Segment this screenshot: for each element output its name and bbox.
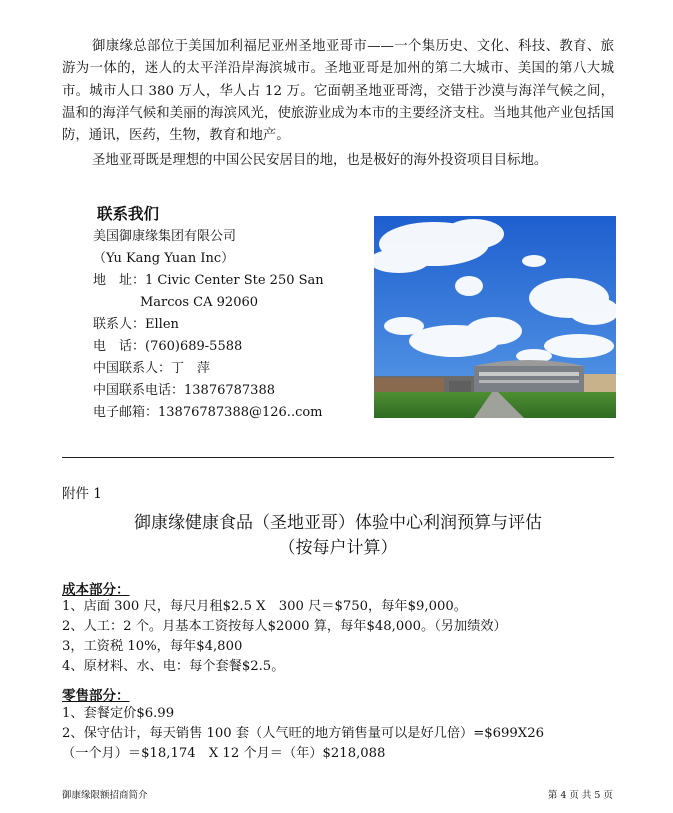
contact-phone [93,337,242,357]
footer-page-number: 第 4 页 共 5 页 [547,790,613,801]
contact-phone-label: 电 话： [93,339,146,354]
address-value-2: Marcos CA 92060 [140,295,259,310]
footer-doc-title: 御康缘限额招商简介 [62,790,148,801]
company-name-cn: 美国御康缘集团有限公司 [93,229,237,244]
address-value-1: 1 Civic Center Ste 250 San [145,273,324,288]
appendix-title: 御康缘健康食品（圣地亚哥）体验中心利润预算与评估 [134,513,542,533]
address-label: 地 址： [93,273,146,288]
cn-contact-person-value: 丁 萍 [171,361,211,376]
cn-contact-person-label: 中国联系人： [93,361,172,376]
company-name-en: （Yu Kang Yuan Inc） [93,251,235,266]
appendix-subtitle: （按每户计算） [278,538,398,558]
cost-item: 2、人工：2 个。月基本工资按每人$2000 算，每年$48,000。（另加绩效） [62,619,507,634]
cn-contact-phone-value: 13876787388 [184,383,275,398]
campus-photo [374,216,616,418]
cost-item: 4、原材料、水、电：每个套餐$2.5。 [62,659,285,674]
contact-phone-value: (760)689-5588 [145,339,243,354]
cost-item: 1、店面 300 尺，每尺月租$2.5 X 300 尺＝$750，每年$9,000。 [62,599,467,614]
contact-title: 联系我们 [97,205,160,223]
intro-paragraph-1: 御康缘总部位于美国加利福尼亚州圣地亚哥市——一个集历史、文化、科技、教育、旅游为一体的，迷人的太平洋沿岸海滨城市。圣地亚哥是加州的第二大城市、美国的第八大城市。城市人口 380 万人，华人占 12 万。它面朝圣地亚哥湾，交错于沙漠与海洋气候之间，温和的海洋气候和美丽的海滨风光，使旅游业成为本市的主要经济支柱。当地其他产业包括国防，通讯，医药，生物，教育和地产。 [62,39,614,144]
cn-contact-phone [93,381,275,401]
section-divider [62,457,614,458]
retail-section-heading: 零售部分： [62,688,130,704]
contact-email-label: 电子邮箱： [93,405,159,420]
retail-item: （一个月）＝$18,174 X 12 个月＝（年）$218,088 [62,746,386,761]
retail-item: 2、保守估计，每天销售 100 套（人气旺的地方销售量可以是好几倍）=$699X26 [62,726,544,741]
address-line-1 [93,271,324,291]
intro-paragraph-2: 圣地亚哥既是理想的中国公民安居目的地，也是极好的海外投资项目目标地。 [92,153,548,168]
appendix-label: 附件 1 [62,486,102,502]
retail-item: 1、套餐定价$6.99 [62,706,175,721]
contact-person [93,315,179,335]
cn-contact-phone-label: 中国联系电话： [93,383,185,398]
contact-person-value: Ellen [145,317,179,332]
contact-email-value: 13876787388@126..com [158,405,323,420]
cost-item: 3，工资税 10%，每年$4,800 [62,639,243,654]
contact-email [93,403,323,423]
contact-person-label: 联系人： [93,317,146,332]
cn-contact-person [93,359,210,379]
cost-section-heading: 成本部分： [62,582,130,598]
